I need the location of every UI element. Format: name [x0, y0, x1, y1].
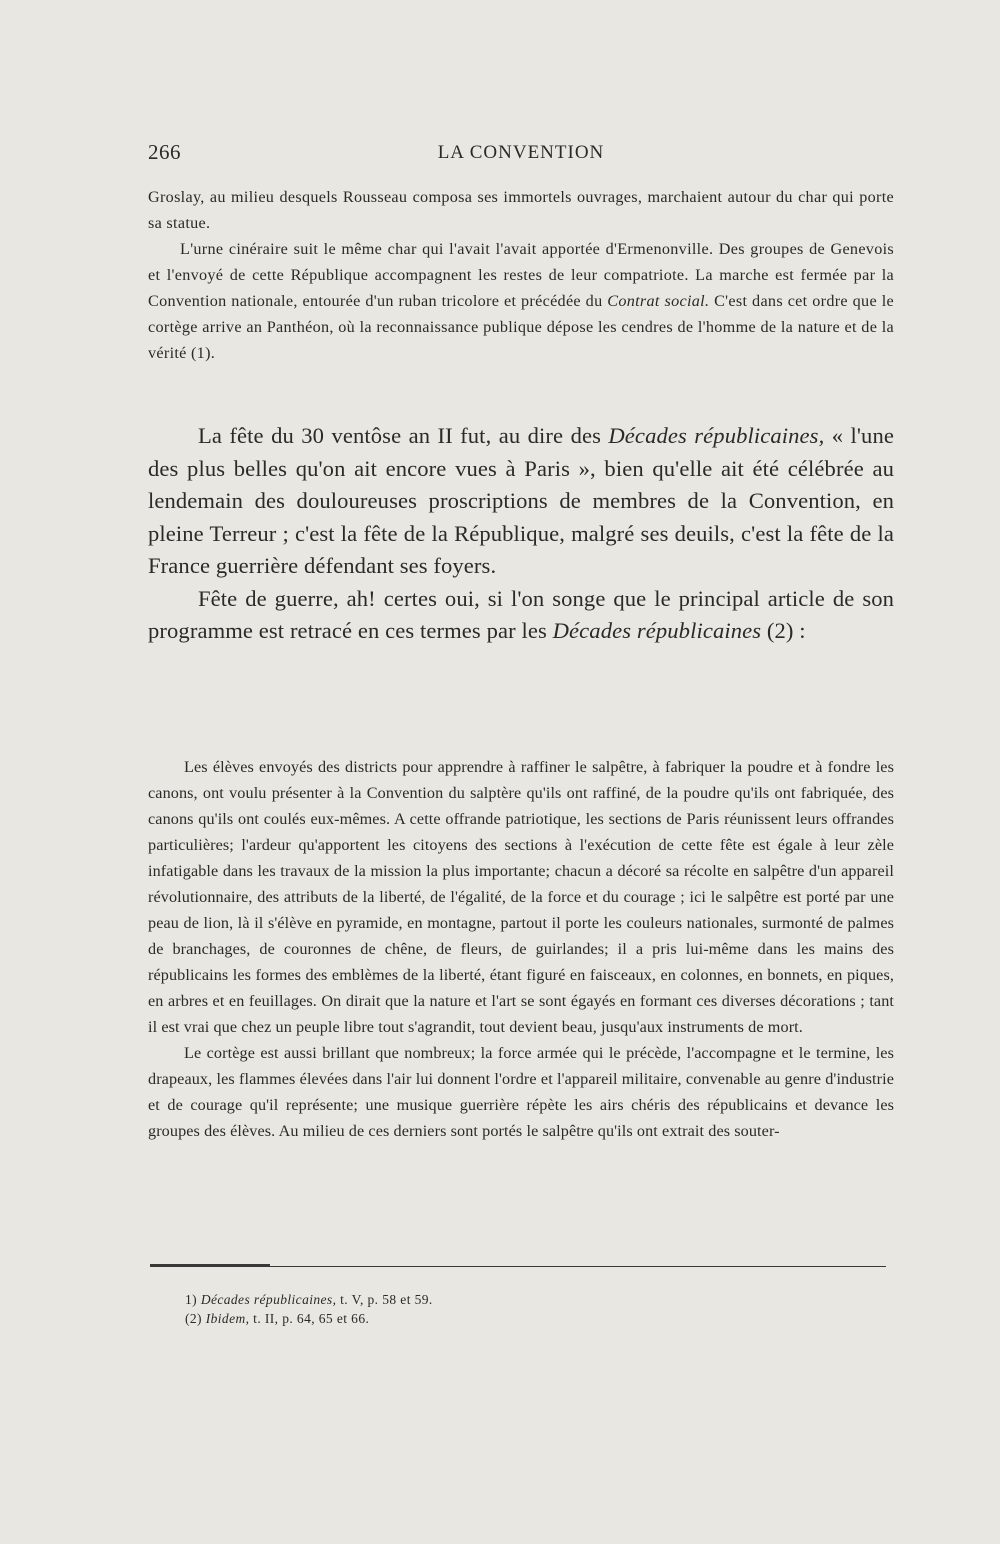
- intro-paragraph-2-italic: Contrat social.: [607, 292, 710, 310]
- footnote-1-text: t. V, p. 58 et 59.: [336, 1292, 433, 1307]
- intro-text: [148, 184, 894, 366]
- main-paragraph-2-text-a: Fête de guerre, ah! certes oui, si l'on songe que le principal article de son programme est retracé en ces termes par les: [148, 585, 894, 643]
- main-paragraph-2: [148, 583, 894, 648]
- footnote-2-mark: (2): [185, 1311, 202, 1326]
- main-paragraph-1-text-b: « l'une des plus belles qu'on ait encore vues à Paris », bien qu'elle ait été célébrée au lendemain des douloureuses proscriptions de membres de la Convention, en pleine Terreur ; c'est la fête de la République, malgré ses deuils, c'est la fête de la France guerrière défendant ses foyers.: [148, 423, 894, 578]
- intro-paragraph-2: [148, 236, 894, 366]
- page-number: 266: [148, 140, 181, 164]
- intro-paragraph-1: [148, 184, 894, 236]
- footnote-1-italic: Décades républicaines,: [200, 1292, 337, 1307]
- footnote-1: [185, 1290, 685, 1309]
- main-paragraph-1-text-a: La fête du 30 ventôse an II fut, au dire des: [198, 423, 609, 448]
- quoted-passage: [148, 754, 894, 1144]
- main-paragraph-2-text-b: (2) :: [761, 618, 806, 643]
- intro-paragraph-2-text-b: C'est dans cet ordre que le cortège arrive an Panthéon, où la reconnaissance publique dépose les cendres de l'homme de la nature et de la vérité (1).: [148, 292, 894, 362]
- main-paragraph-1-italic: Décades républicaines,: [608, 423, 825, 448]
- footnote-1-mark: 1): [185, 1292, 198, 1307]
- footnote-2: [185, 1309, 685, 1328]
- running-title: LA CONVENTION: [437, 142, 605, 163]
- footnote-2-text: t. II, p. 64, 65 et 66.: [249, 1311, 370, 1326]
- footnote-rule: [150, 1266, 886, 1267]
- main-text: [148, 420, 894, 648]
- quote-paragraph-2: Le cortège est aussi brillant que nombreux; la force armée qui le précède, l'accompagne et le termine, les drapeaux, les flammes élevées dans l'air lui donnent l'ordre et l'appareil militaire, convenable au genre d'industrie et de courage qu'il représente; une musique guerrière répète les airs chéris des républicains et devance les groupes des élèves. Au milieu de ces derniers sont portés le salpêtre qu'ils ont extrait des souter-: [148, 1044, 894, 1140]
- intro-paragraph-1-text: Groslay, au milieu desquels Rousseau composa ses immortels ouvrages, marchaient autour du char qui porte sa statue.: [148, 188, 894, 232]
- main-paragraph-2-italic: Décades républicaines: [552, 618, 762, 643]
- main-paragraph-1: [148, 420, 894, 583]
- quote-paragraph-1: Les élèves envoyés des districts pour apprendre à raffiner le salpêtre, à fabriquer la poudre et à fondre les canons, ont voulu présenter à la Convention du salptère qu'ils ont raffiné, de la poudre qu'ils ont fabriquée, des canons qu'ils ont coulés eux-mêmes. A cette offrande patriotique, les sections de Paris réunissent leurs offrandes particulières; l'ardeur qu'apportent les citoyens des sections à l'exécution de cette fête est égale à leur zèle infatigable dans les travaux de la mission la plus importante; chacun a décoré sa récolte en salpêtre d'un appareil révolutionnaire, des attributs de la liberté, de l'égalité, de la force et du courage ; ici le salpêtre est porté par une peau de lion, là il s'élève en pyramide, en montagne, partout il porte les couleurs nationales, surmonté de palmes de branchages, de couronnes de chêne, de fleurs, de guirlandes; il a pris lui-même dans les mains des républicains les formes des emblèmes de la liberté, étant figuré en faisceaux, en colonnes, en bonnets, en piques, en arbres et en feuillages. On dirait que la nature et l'art se sont égayés en formant ces diverses décorations ; tant il est vrai que chez un peuple libre tout s'agrandit, tout devient beau, jusqu'aux instruments de mort.: [148, 758, 894, 1036]
- intro-paragraph-2-text-a: L'urne cinéraire suit le même char qui l'avait l'avait apportée d'Ermenonville. Des groupes de Genevois et l'envoyé de cette République accompagnent les restes de leur compatriote. La marche est fermée par la Convention nationale, entourée d'un ruban tricolore et précédée du: [148, 240, 894, 310]
- page-header: [148, 140, 894, 170]
- footnotes: [185, 1290, 685, 1328]
- footnote-2-italic: Ibidem,: [205, 1311, 250, 1326]
